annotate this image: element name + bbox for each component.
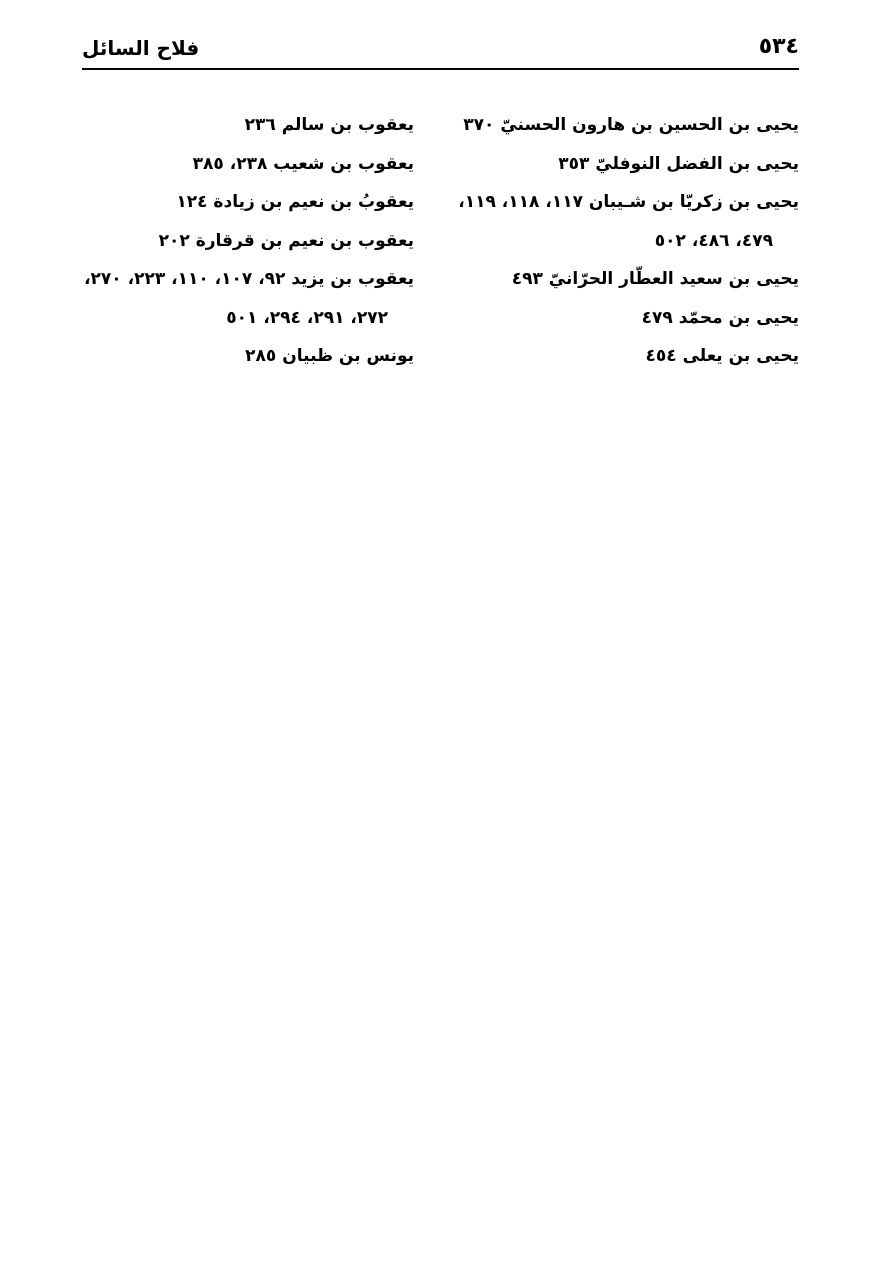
entry-text: يحيى بن محمّد ٤٧٩ xyxy=(641,307,799,328)
index-entry xyxy=(459,260,799,299)
entry-text: يحيى بن الفضل النوفليّ ٣٥٣ xyxy=(558,153,799,174)
index-entry xyxy=(69,222,414,261)
index-entry xyxy=(69,337,414,376)
entry-text: يعقوبُ بن نعيم بن زيادة ١٢٤ xyxy=(176,192,414,212)
index-entry xyxy=(69,106,414,145)
index-entry xyxy=(459,337,799,376)
index-column-right xyxy=(459,106,799,376)
index-entry xyxy=(459,299,799,338)
header-divider xyxy=(82,68,799,70)
index-entry xyxy=(459,106,799,145)
entry-text: يعقوب بن يزيد ٩٢، ١٠٧، ١١٠، ٢٢٣، ٢٧٠، xyxy=(84,269,414,289)
index-entry xyxy=(459,145,799,184)
entry-text: يحيى بن الحسين بن هارون الحسنيّ ٣٧٠ xyxy=(463,115,799,135)
index-entry xyxy=(69,260,414,337)
entry-text: يعقوب بن نعيم بن قرقارة ٢٠٢ xyxy=(158,230,414,251)
entry-text: يحيى بن زكريّا بن شـيبان ١١٧، ١١٨، ١١٩، xyxy=(458,192,799,212)
index-entry xyxy=(459,183,799,260)
index-entry xyxy=(69,183,414,222)
entry-text: يحيى بن يعلى ٤٥٤ xyxy=(645,346,799,366)
page-number: ٥٣٤ xyxy=(758,34,799,59)
entry-continuation: ٢٧٢، ٢٩١، ٢٩٤، ٥٠١ xyxy=(226,307,388,328)
book-title: فلاح السائل xyxy=(82,36,200,60)
index-column-left xyxy=(69,106,414,376)
entry-text: يعقوب بن سالم ٢٣٦ xyxy=(244,115,414,135)
entry-text: يعقوب بن شعيب ٢٣٨، ٣٨٥ xyxy=(192,153,414,174)
index-entry xyxy=(69,145,414,184)
entry-text: يحيى بن سعيد العطّار الحرّانيّ ٤٩٣ xyxy=(511,269,799,289)
entry-text: يونس بن ظبيان ٢٨٥ xyxy=(245,346,414,366)
page-header xyxy=(82,34,799,68)
entry-continuation: ٤٧٩، ٤٨٦، ٥٠٢ xyxy=(654,230,773,251)
